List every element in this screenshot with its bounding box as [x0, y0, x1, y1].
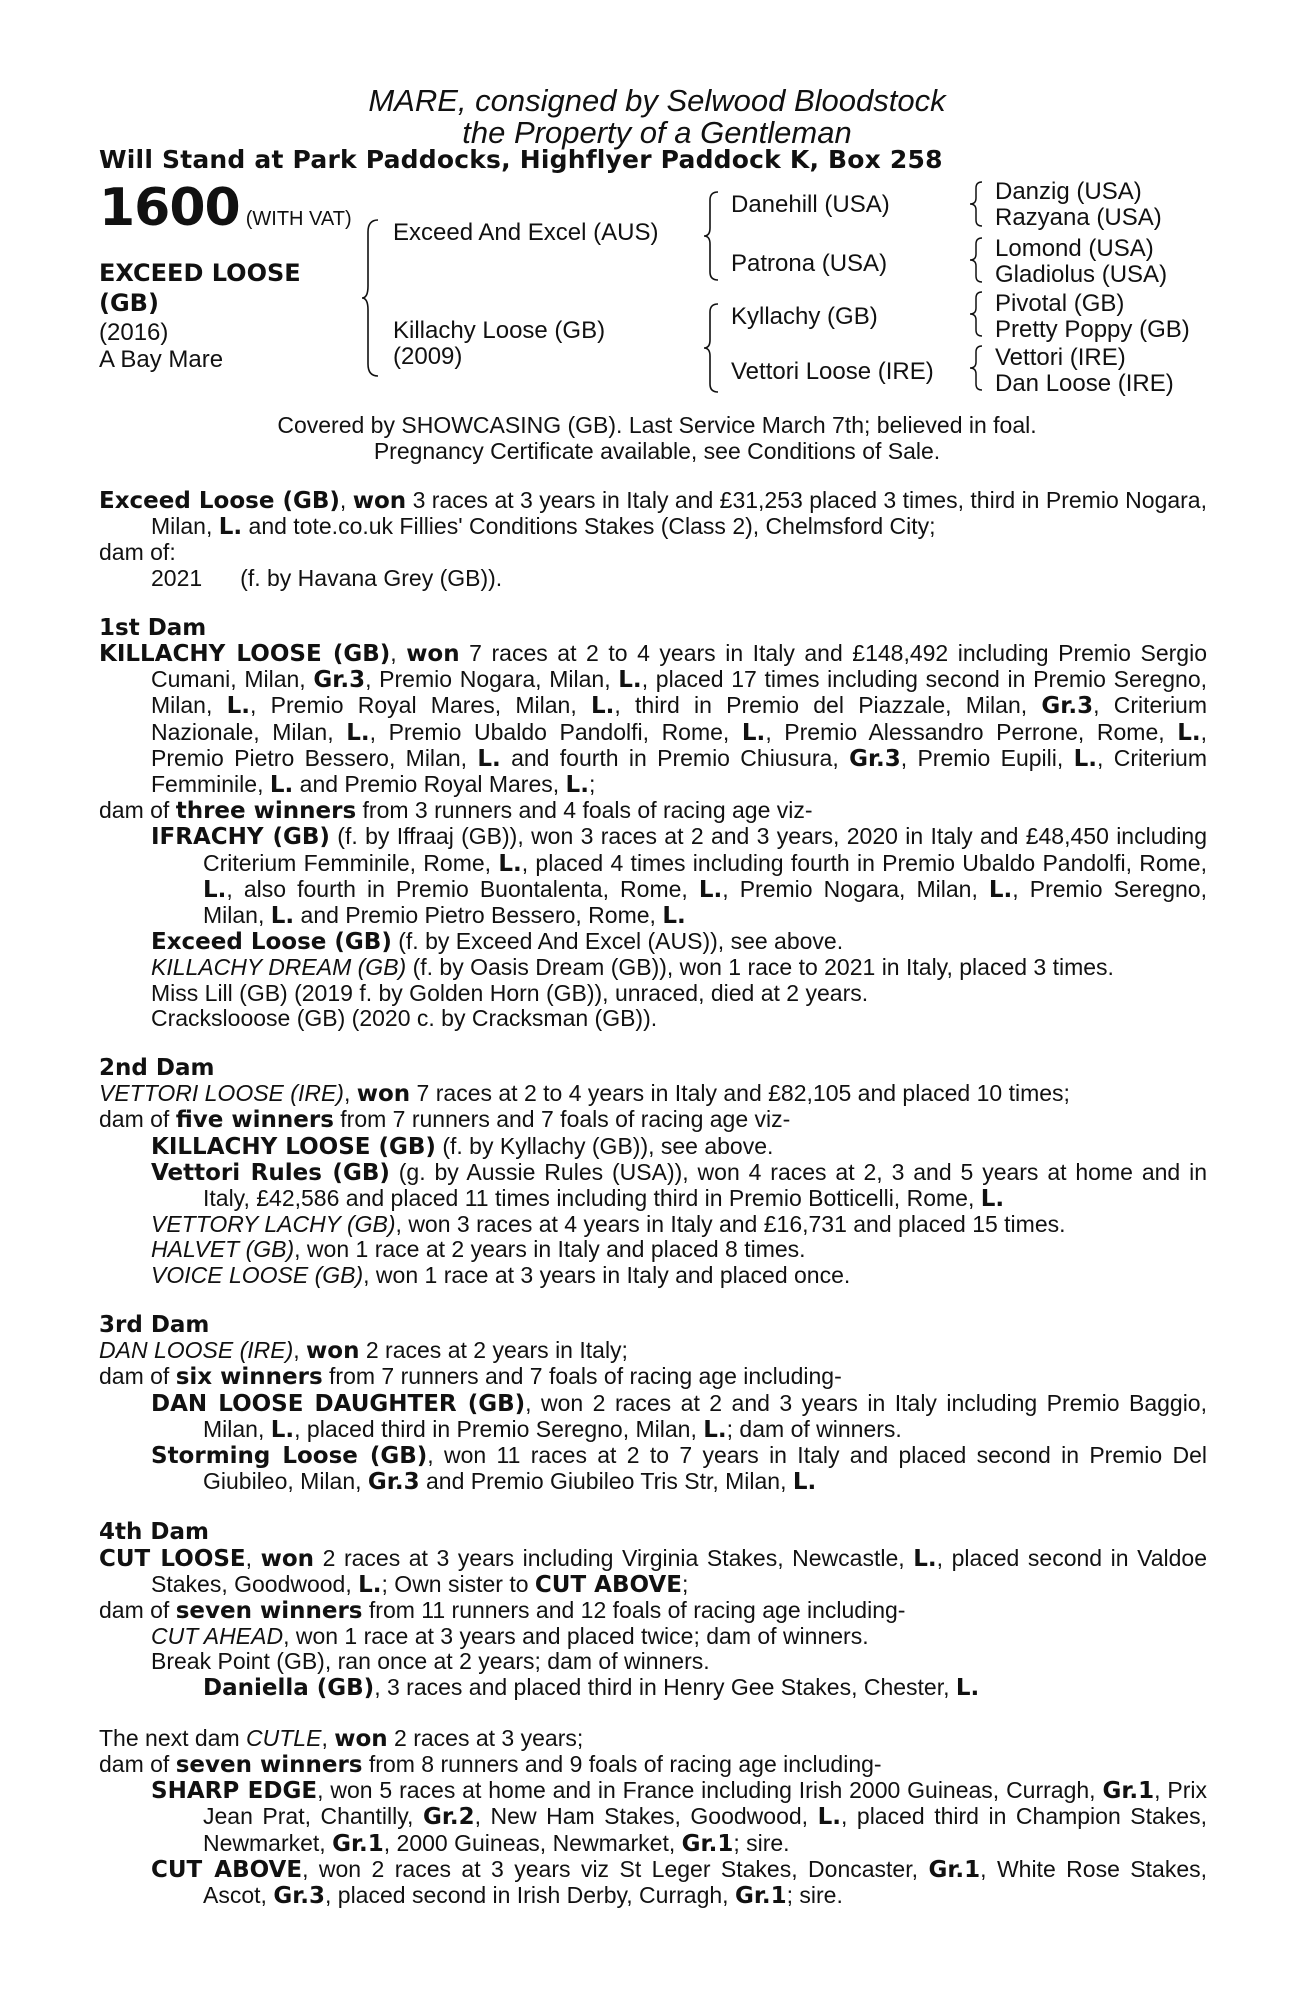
property-line: the Property of a Gentleman	[462, 115, 852, 150]
intro-paragraph: Exceed Loose (GB), won 3 races at 3 years in Italy and £31,253 placed 3 times, third in Premio Nogara, Milan, L. and tote.co.uk Fillies' Conditions Stakes (Class 2), Chelmsford City;	[99, 487, 1207, 541]
second-dam-foal-3: VETTORY LACHY (GB), won 3 races at 4 years in Italy and £16,731 and placed 15 times.	[151, 1211, 1066, 1238]
stand-location: Will Stand at Park Paddocks, Highflyer Paddock K, Box 258	[99, 145, 943, 174]
pedigree-dd-dam: Dan Loose (IRE)	[995, 370, 1174, 397]
second-dam-foal-2: Vettori Rules (GB) (g. by Aussie Rules (USA)), won 4 races at 2, 3 and 5 years at home and in Italy, £42,586 and placed 11 times including third in Premio Botticelli, Rome, L.	[151, 1158, 1207, 1213]
first-dam-foal-3: KILLACHY DREAM (GB) (f. by Oasis Dream (GB)), won 1 race to 2021 in Italy, placed 3 times.	[151, 954, 1114, 981]
third-dam-dam-of: dam of six winners from 7 runners and 7 foals of racing age including-	[99, 1363, 842, 1391]
fourth-dam-grandfoal: Daniella (GB), 3 races and placed third in Henry Gee Stakes, Chester, L.	[203, 1673, 980, 1701]
pedigree-brace-dd	[968, 344, 986, 392]
pregnancy-note: Pregnancy Certificate available, see Conditions of Sale.	[373, 438, 941, 464]
first-dam-foal-1: IFRACHY (GB) (f. by Iffraaj (GB)), won 3 races at 2 and 3 years, 2020 in Italy and £48,450 including Criterium Femminile, Rome, L., placed 4 times including fourth in Premio Ubaldo Pandolfi, Rome, L., also fourth in Premio Buontalenta, Rome, L., Premio Nogara, Milan, L., Premio Seregno, Milan, L. and Premio Pietro Bessero, Rome, L.	[151, 823, 1207, 930]
pedigree-brace-dam	[702, 302, 722, 394]
second-dam-heading: 2nd Dam	[99, 1055, 215, 1082]
foaling-year: (2016)	[99, 319, 169, 346]
pedigree-dd-sire: Vettori (IRE)	[995, 344, 1126, 371]
pedigree-ss-sire: Danzig (USA)	[995, 178, 1142, 205]
fourth-dam-foal-1: CUT AHEAD, won 1 race at 3 years and placed twice; dam of winners.	[151, 1623, 869, 1650]
next-dam-paragraph: The next dam CUTLE, won 2 races at 3 years;	[99, 1724, 584, 1752]
lot-number-block	[99, 178, 352, 238]
second-dam-paragraph: VETTORI LOOSE (IRE), won 7 races at 2 to 4 years in Italy and £82,105 and placed 10 times;	[99, 1080, 1070, 1108]
pedigree-sd-dam: Gladiolus (USA)	[995, 261, 1168, 288]
lot-number: 1600	[99, 178, 240, 238]
pedigree-ss-dam: Razyana (USA)	[995, 204, 1162, 231]
next-dam-dam-of: dam of seven winners from 8 runners and 9 foals of racing age including-	[99, 1750, 882, 1778]
horse-description: A Bay Mare	[99, 346, 224, 373]
fourth-dam-foal-2: Break Point (GB), ran once at 2 years; dam of winners.	[151, 1648, 710, 1675]
second-dam-foal-5: VOICE LOOSE (GB), won 1 race at 3 years in Italy and placed once.	[151, 1261, 851, 1288]
second-dam-dam-of: dam of five winners from 7 runners and 7 foals of racing age viz-	[99, 1106, 791, 1134]
next-dam-foal-2: CUT ABOVE, won 2 races at 3 years viz St Leger Stakes, Doncaster, Gr.1, White Rose Stakes, Ascot, Gr.3, placed second in Irish Derby, Curragh, Gr.1; sire.	[151, 1855, 1208, 1909]
horse-name-line2: (GB)	[99, 289, 159, 317]
third-dam-heading: 3rd Dam	[99, 1311, 210, 1338]
fourth-dam-heading: 4th Dam	[99, 1519, 209, 1546]
first-dam-heading: 1st Dam	[99, 614, 207, 641]
pedigree-sire-sire: Danehill (USA)	[731, 191, 890, 218]
fourth-dam-dam-of: dam of seven winners from 11 runners and 12 foals of racing age including-	[99, 1596, 906, 1624]
pedigree-dam-year: (2009)	[393, 343, 463, 370]
pedigree-ds-dam: Pretty Poppy (GB)	[995, 316, 1190, 343]
produce-record	[99, 488, 1207, 1909]
vat-note: (WITH VAT)	[245, 208, 352, 230]
pedigree-dam-sire: Kyllachy (GB)	[731, 303, 878, 330]
second-dam-foal-1: KILLACHY LOOSE (GB) (f. by Kyllachy (GB)), see above.	[151, 1132, 774, 1160]
horse-name-line1: EXCEED LOOSE	[99, 259, 301, 287]
pedigree-brace-main	[360, 218, 384, 378]
foal-2021: 2021 (f. by Havana Grey (GB)).	[151, 564, 503, 591]
pedigree-brace-sd	[968, 236, 986, 284]
third-dam-foal-1: DAN LOOSE DAUGHTER (GB), won 2 races at 2 and 3 years in Italy including Premio Baggio, Milan, L., placed third in Premio Seregno, Milan, L.; dam of winners.	[151, 1389, 1207, 1443]
covered-note: Covered by SHOWCASING (GB). Last Service March 7th; believed in foal.	[277, 412, 1037, 438]
pedigree-sire-dam: Patrona (USA)	[731, 250, 888, 277]
first-dam-foal-2: Exceed Loose (GB) (f. by Exceed And Excel (AUS)), see above.	[151, 928, 844, 956]
second-dam-foal-4: HALVET (GB), won 1 race at 2 years in Italy and placed 8 times.	[151, 1236, 806, 1263]
pedigree-dam-dam: Vettori Loose (IRE)	[731, 358, 934, 385]
next-dam-foal-1: SHARP EDGE, won 5 races at home and in France including Irish 2000 Guineas, Curragh, Gr.1, Prix Jean Prat, Chantilly, Gr.2, New Ham Stakes, Goodwood, L., placed third in Champion Stakes, Newmarket, Gr.1, 2000 Guineas, Newmarket, Gr.1; sire.	[151, 1777, 1207, 1857]
pedigree-brace-sire	[702, 190, 722, 282]
first-dam-dam-of: dam of three winners from 3 runners and 4 foals of racing age viz-	[99, 797, 813, 825]
pedigree-sd-sire: Lomond (USA)	[995, 235, 1154, 262]
fourth-dam-paragraph: CUT LOOSE, won 2 races at 3 years including Virginia Stakes, Newcastle, L., placed second in Valdoe Stakes, Goodwood, L.; Own sister to CUT ABOVE;	[99, 1544, 1208, 1598]
first-dam-paragraph: KILLACHY LOOSE (GB), won 7 races at 2 to 4 years in Italy and £148,492 including Premio Sergio Cumani, Milan, Gr.3, Premio Nogara, Milan, L., placed 17 times including second in Premio Seregno, Milan, L., Premio Royal Mares, Milan, L., third in Premio del Piazzale, Milan, Gr.3, Criterium Nazionale, Milan, L., Premio Ubaldo Pandolfi, Rome, L., Premio Alessandro Perrone, Rome, L., Premio Pietro Bessero, Milan, L. and fourth in Premio Chiusura, Gr.3, Premio Eupili, L., Criterium Femminile, L. and Premio Royal Mares, L.;	[99, 640, 1208, 799]
first-dam-foal-4: Miss Lill (GB) (2019 f. by Golden Horn (GB)), unraced, died at 2 years.	[151, 979, 869, 1006]
intro-dam-of: dam of:	[99, 539, 176, 566]
first-dam-foal-5: Crackslooose (GB) (2020 c. by Cracksman (GB)).	[151, 1004, 658, 1031]
pedigree-sire: Exceed And Excel (AUS)	[393, 219, 659, 246]
horse-name	[99, 258, 339, 318]
third-dam-foal-2: Storming Loose (GB), won 11 races at 2 to 7 years in Italy and placed second in Premio Del Giubileo, Milan, Gr.3 and Premio Giubileo Tris Str, Milan, L.	[151, 1441, 1208, 1496]
pedigree-brace-ss	[968, 180, 986, 228]
pedigree-ds-sire: Pivotal (GB)	[995, 290, 1125, 317]
pedigree-brace-ds	[968, 290, 986, 338]
pedigree-dam: Killachy Loose (GB)	[393, 317, 606, 344]
horse-name-bold: Exceed Loose (GB)	[99, 488, 340, 514]
third-dam-paragraph: DAN LOOSE (IRE), won 2 races at 2 years in Italy;	[99, 1337, 628, 1365]
consignor-line: MARE, consigned by Selwood Bloodstock	[368, 83, 946, 118]
